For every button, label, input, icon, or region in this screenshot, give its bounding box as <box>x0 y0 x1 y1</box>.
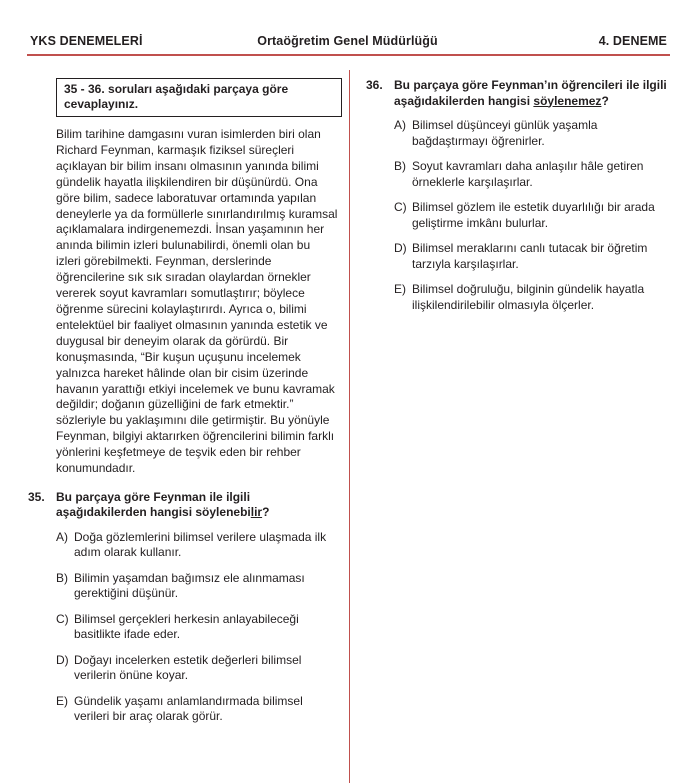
left-column <box>28 78 338 735</box>
question-35-stem-mark: ? <box>262 505 270 520</box>
header-right-title: 4. DENEME <box>598 34 667 48</box>
question-36-stem-mark: ? <box>601 93 609 108</box>
option-35-e[interactable] <box>56 694 338 725</box>
option-label: C) <box>394 200 407 214</box>
question-35 <box>28 490 338 725</box>
option-label: C) <box>56 611 69 626</box>
option-text: Bilimin yaşamdan bağımsız ele alınmaması gerektiğini düşünür. <box>74 570 305 601</box>
question-35-number: 35. <box>28 489 45 504</box>
question-36-number: 36. <box>366 78 383 92</box>
option-35-c[interactable] <box>56 612 338 643</box>
right-column <box>366 78 676 323</box>
option-label: E) <box>56 693 68 708</box>
option-label: A) <box>56 529 68 544</box>
option-35-d[interactable] <box>56 653 338 684</box>
passage-text: Bilim tarihine damgasını vuran isimlerden biri olan Richard Feynman, karmaşık fiziksel süreçleri açıklayan bir bilim insanı olmasının yanında bilimi gündelik hayatla ilişkilendiren bir düşünürdü. Ona göre bilim, sadece laboratuvar ortamında yapılan deneylerle ya da formüllerle sınırlandırılmış kuramsal açıklamalara indirgenemezdi. İnsan yaşamının her anında bilimin izleri bulunabilirdi, önemli olan bu izleri görebilmekti. Feynman, derslerinde öğrencilerine sık sık sıradan olaylardan örnekler vererek soyut kavramları somutlaştırır; böylece öğrenme sürecini kolaylaştırırdı. Ayrıca o, bilimi entelektüel bir faaliyet olmasının yanında estetik ve duygusal bir deneyim olarak da görürdü. Bir konuşmasında, “Bir kuşun uçuşunu incelemek yalnızca hareket hâlinde olan bir cisim üzerinde havanın yarattığı etkiyi incelemek ve bunu kavramak değildir; doğanın güzelliğini de fark etmektir.” sözleriyle bu yaklaşımını dile getirmiştir. Bu yönüyle Feynman, bilgiyi aktarırken öğrencilerini bilimin farklı yönlerini keşfetmeye de teşvik eden bir rehber konumundadır. <box>56 127 338 476</box>
question-35-stem-text: Bu parçaya göre Feynman ile ilgili aşağıdakilerden hangisi söylenebi <box>56 489 251 520</box>
option-36-d[interactable] <box>394 241 676 272</box>
question-35-stem <box>56 490 338 521</box>
option-text: Gündelik yaşamı anlamlandırmada bilimsel verileri bir araç olarak görür. <box>74 693 303 724</box>
header-left-title: YKS DENEMELERİ <box>30 34 143 48</box>
option-36-e[interactable] <box>394 282 676 313</box>
question-36-stem-text: Bu parçaya göre Feynman’ın öğrencileri ile ilgili aşağıdakilerden hangisi <box>394 78 667 108</box>
column-divider <box>349 70 350 783</box>
header-center-title: Ortaöğretim Genel Müdürlüğü <box>257 34 438 48</box>
question-36 <box>366 78 676 313</box>
reading-passage <box>56 127 338 477</box>
option-label: D) <box>394 241 407 255</box>
option-text: Bilimsel doğruluğu, bilginin gündelik hayatla ilişkilendirilebilir olmasıyla ölçerler. <box>412 282 645 312</box>
option-label: E) <box>394 282 406 296</box>
option-text: Bilimsel düşünceyi günlük yaşamla bağdaştırmayı öğrenirler. <box>412 118 598 148</box>
question-36-stem <box>394 78 676 109</box>
option-text: Bilimsel meraklarını canlı tutacak bir öğretim tarzıyla karşılaşırlar. <box>412 241 648 271</box>
option-36-a[interactable] <box>394 118 676 149</box>
instruction-box: 35 - 36. soruları aşağıdaki parçaya göre cevaplayınız. <box>56 78 342 117</box>
option-35-b[interactable] <box>56 571 338 602</box>
question-36-options <box>366 118 676 313</box>
option-36-c[interactable] <box>394 200 676 231</box>
option-label: B) <box>56 570 68 585</box>
question-35-stem-emphasis: lir <box>250 505 263 520</box>
header-rule <box>27 54 670 56</box>
page-header <box>0 0 695 54</box>
option-label: D) <box>56 652 69 667</box>
option-label: A) <box>394 118 406 132</box>
option-text: Soyut kavramları daha anlaşılır hâle getiren örneklerle karşılaşırlar. <box>412 159 644 189</box>
option-label: B) <box>394 159 406 173</box>
question-35-options <box>28 530 338 725</box>
option-36-b[interactable] <box>394 159 676 190</box>
option-text: Doğa gözlemlerini bilimsel verilere ulaşmada ilk adım olarak kullanır. <box>74 529 327 560</box>
option-text: Doğayı incelerken estetik değerleri bilimsel verilerin önüne koyar. <box>74 652 302 683</box>
option-text: Bilimsel gözlem ile estetik duyarlılığı bir arada geliştirme imkânı bulurlar. <box>412 200 655 230</box>
question-36-stem-emphasis: söylenemez <box>533 93 602 108</box>
option-text: Bilimsel gerçekleri herkesin anlayabileceği basitlikte ifade eder. <box>74 611 299 642</box>
option-35-a[interactable] <box>56 530 338 561</box>
